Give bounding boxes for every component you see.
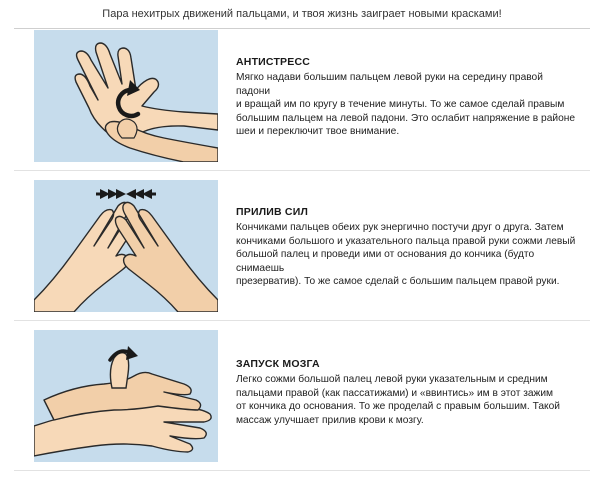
tip-line: шеи и переключит твое внимание. — [236, 126, 400, 138]
tip-title: ЗАПУСК МОЗГА — [236, 358, 320, 370]
card-divider — [14, 170, 590, 171]
tip-line: Кончиками пальцев обеих рук энергично постучи друг о друга. Затем — [236, 222, 564, 233]
tip-text-antistress — [218, 26, 578, 166]
palm-press-illustration — [34, 30, 218, 162]
card-divider — [14, 320, 590, 321]
card-divider — [14, 470, 590, 471]
tip-line: большой палец и проведи ими от основания до кончика (будто снимаешь — [236, 249, 535, 274]
tip-line: и вращай им по кругу в течение минуты. То же самое сделай правым — [236, 99, 565, 111]
tip-title: АНТИСТРЕСС — [236, 56, 311, 68]
tip-line: Мягко надави большим пальцем левой руки на середину правой падони — [236, 72, 543, 97]
tip-card-energy — [24, 176, 584, 316]
fingertips-tap-illustration — [34, 180, 218, 312]
tip-title: ПРИЛИВ СИЛ — [236, 206, 309, 218]
tip-description — [236, 373, 578, 427]
tap-arrows-icon — [96, 189, 156, 199]
page-title-text: Пара нехитрых движений пальцами, и твоя жизнь заиграет новыми красками! — [102, 8, 502, 20]
tip-line: от кончика до основания. То же проделай с правым большим. Такой — [236, 401, 560, 413]
tip-line: кончиками большого и указательного пальца правой руки сожми левый — [236, 235, 576, 247]
tip-line: презерватив). То же самое сделай с большим пальцем правой руки. — [236, 276, 560, 288]
illustration-energy — [34, 180, 218, 312]
page-title — [0, 0, 604, 28]
tip-line: Легко сожми большой палец левой руки указательным и средним — [236, 374, 548, 385]
tip-description — [236, 221, 578, 289]
tip-line: большим пальцем на левой падони. Это ослабит напряжение в районе — [236, 112, 576, 124]
tip-line: массаж улучшает прилив крови к мозгу. — [236, 414, 424, 426]
tip-text-energy — [218, 176, 578, 316]
tip-card-brain — [24, 326, 584, 466]
thumb-twist-illustration — [34, 330, 218, 462]
tip-description — [236, 71, 578, 139]
tip-card-antistress — [24, 26, 584, 166]
illustration-antistress — [34, 30, 218, 162]
tip-line: пальцами правой (как пассатижами) и «ввинтись» им в этот зажим — [236, 387, 554, 399]
illustration-brain — [34, 330, 218, 462]
tip-text-brain — [218, 326, 578, 466]
